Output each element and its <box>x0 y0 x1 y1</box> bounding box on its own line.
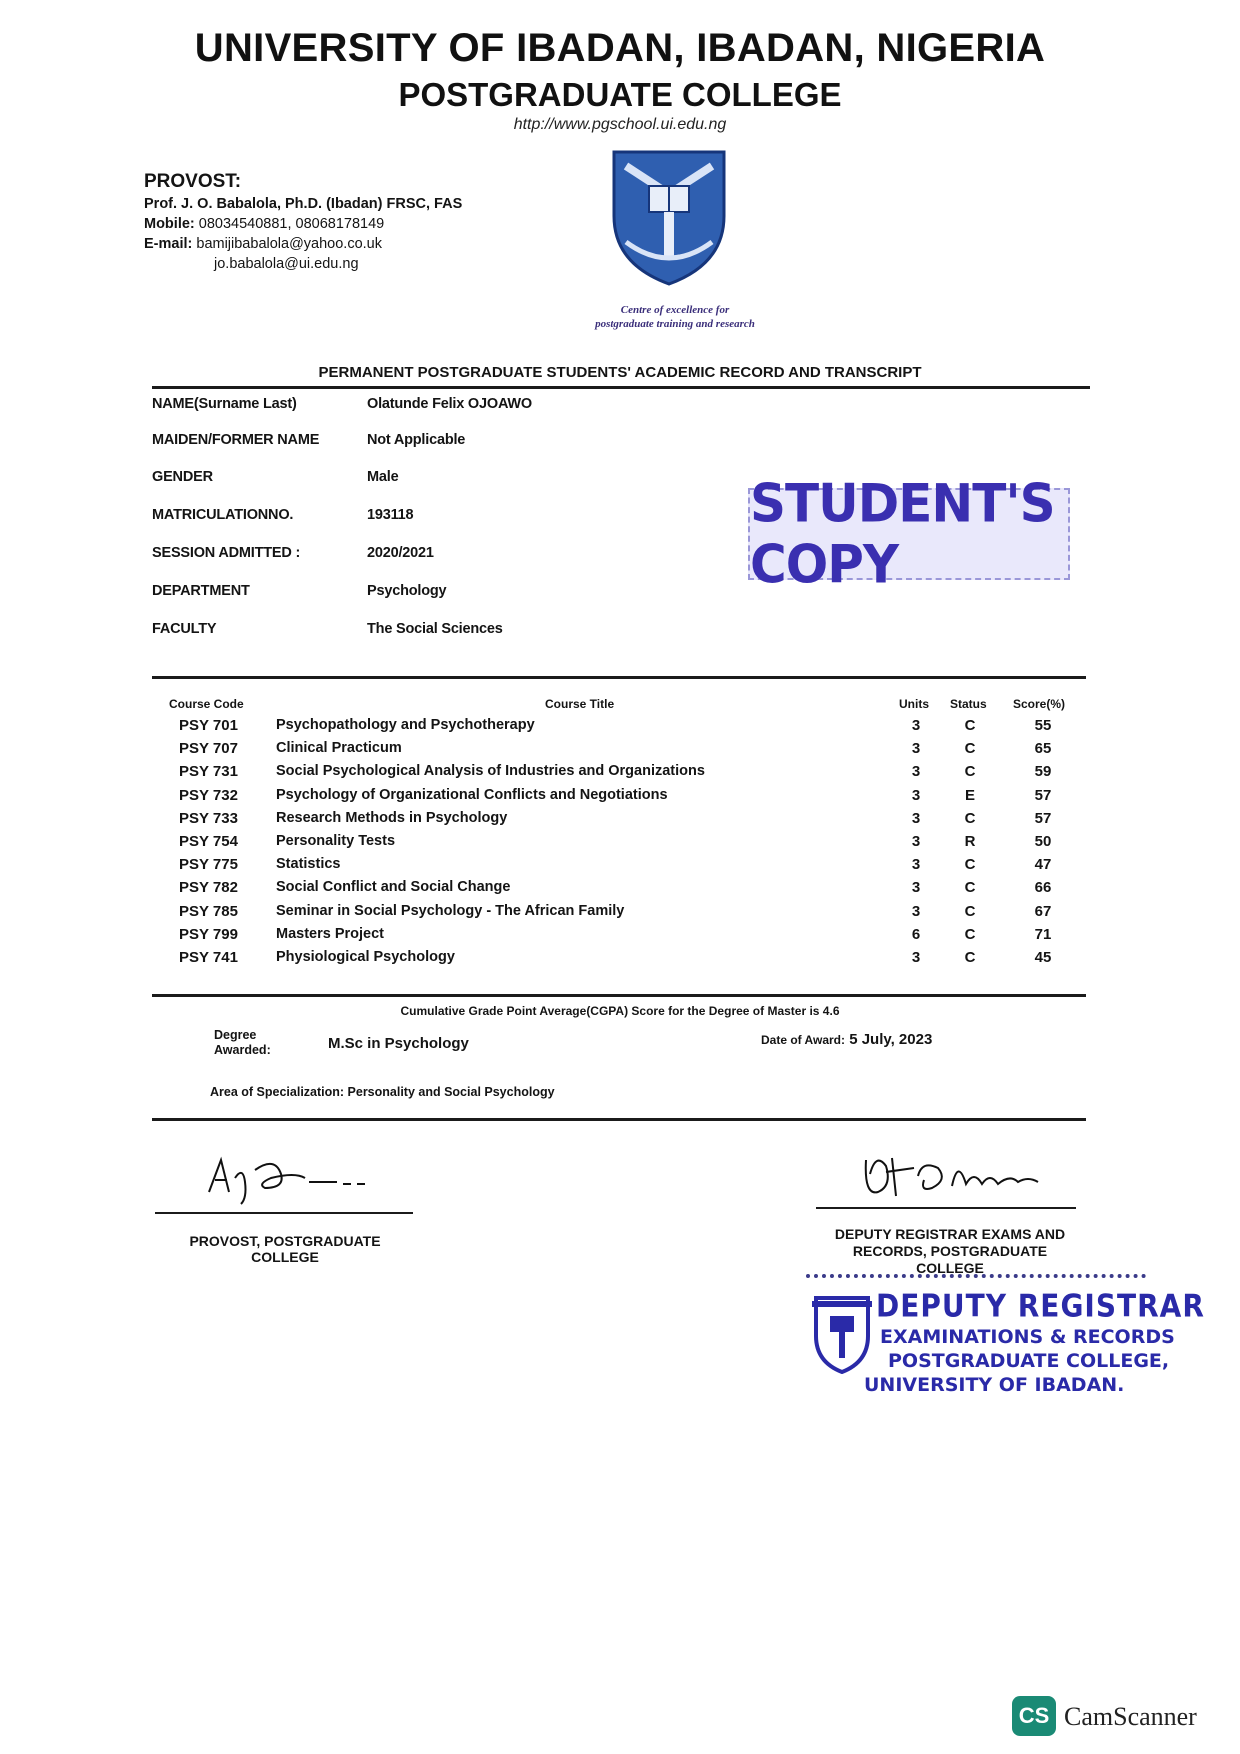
course-score: 66 <box>1034 879 1052 896</box>
course-code: PSY 785 <box>179 903 238 920</box>
table-row <box>0 740 1240 764</box>
course-status: C <box>964 717 976 734</box>
course-units: 3 <box>911 903 921 920</box>
stamp-line-title: DEPUTY REGISTRAR <box>876 1288 1205 1325</box>
stamp-line-university: UNIVERSITY OF IBADAN. <box>864 1374 1125 1396</box>
course-title: Statistics <box>276 856 341 872</box>
provost-signature-label: PROVOST, POSTGRADUATE COLLEGE <box>189 1233 381 1265</box>
course-status: C <box>964 856 976 873</box>
registrar-stamp <box>812 1288 1205 1398</box>
header-score: Score(%) <box>1013 697 1066 711</box>
course-units: 6 <box>911 926 921 943</box>
course-title: Psychopathology and Psychotherapy <box>276 717 535 733</box>
course-units: 3 <box>911 879 921 896</box>
table-row <box>0 926 1240 950</box>
course-score: 67 <box>1034 903 1052 920</box>
registrar-signature <box>862 1146 1058 1208</box>
course-status: C <box>964 810 976 827</box>
session-value: 2020/2021 <box>367 545 434 561</box>
area-of-specialization: Area of Specialization: Personality and Social Psychology <box>210 1085 555 1099</box>
course-title: Masters Project <box>276 926 384 942</box>
table-row <box>0 949 1240 973</box>
course-units: 3 <box>911 810 921 827</box>
provost-email-2: jo.babalola@ui.edu.ng <box>214 256 359 272</box>
table-row <box>0 787 1240 811</box>
course-code: PSY 754 <box>179 833 238 850</box>
course-score: 55 <box>1034 717 1052 734</box>
faculty-label: FACULTY <box>152 621 217 637</box>
matric-label: MATRICULATIONNO. <box>152 507 294 523</box>
website-url: http://www.pgschool.ui.edu.ng <box>513 116 727 133</box>
award-date: Date of Award: 5 July, 2023 <box>761 1031 933 1048</box>
stamp-line-office: EXAMINATIONS & RECORDS <box>880 1326 1175 1348</box>
degree-value: M.Sc in Psychology <box>328 1035 469 1052</box>
divider <box>152 1118 1086 1121</box>
course-title: Physiological Psychology <box>276 949 455 965</box>
course-code: PSY 799 <box>179 926 238 943</box>
course-title: Clinical Practicum <box>276 740 402 756</box>
course-title: Social Psychological Analysis of Industries and Organizations <box>276 763 705 779</box>
header-units: Units <box>899 697 929 711</box>
gender-label: GENDER <box>152 469 213 485</box>
students-copy-stamp <box>748 473 1070 595</box>
college-name: POSTGRADUATE COLLEGE <box>398 76 842 113</box>
signature-line <box>155 1212 413 1214</box>
course-code: PSY 741 <box>179 949 238 966</box>
table-row <box>0 717 1240 741</box>
course-code: PSY 701 <box>179 717 238 734</box>
stamp-text: STUDENT'S COPY <box>750 473 1055 595</box>
divider <box>152 676 1086 679</box>
course-units: 3 <box>911 787 921 804</box>
course-status: C <box>964 903 976 920</box>
record-title: PERMANENT POSTGRADUATE STUDENTS' ACADEMIC RECORD AND TRANSCRIPT <box>318 364 922 381</box>
course-title: Social Conflict and Social Change <box>276 879 511 895</box>
table-row <box>0 879 1240 903</box>
header-status: Status <box>950 697 987 711</box>
course-status: E <box>964 787 975 804</box>
course-units: 3 <box>911 856 921 873</box>
course-title: Research Methods in Psychology <box>276 810 508 826</box>
provost-signature <box>205 1148 375 1208</box>
course-status: C <box>964 879 976 896</box>
camscanner-logo-icon: CS <box>1012 1696 1056 1736</box>
registrar-signature-label: DEPUTY REGISTRAR EXAMS AND RECORDS, POSTGRADUATE COLLEGE <box>834 1226 1066 1276</box>
student-name: Olatunde Felix OJOAWO <box>367 396 532 412</box>
stamp-dotted-border <box>806 1274 1146 1278</box>
course-code: PSY 733 <box>179 810 238 827</box>
divider <box>152 386 1090 389</box>
course-units: 3 <box>911 833 921 850</box>
course-code: PSY 731 <box>179 763 238 780</box>
course-code: PSY 782 <box>179 879 238 896</box>
provost-mobile: Mobile: 08034540881, 08068178149 <box>144 216 385 232</box>
gender-value: Male <box>367 469 399 485</box>
matric-number: 193118 <box>367 507 414 523</box>
cgpa-statement: Cumulative Grade Point Average(CGPA) Score for the Degree of Master is 4.6 <box>400 1004 840 1018</box>
maiden-name-label: MAIDEN/FORMER NAME <box>152 432 320 448</box>
course-units: 3 <box>911 740 921 757</box>
course-status: C <box>964 740 976 757</box>
table-row <box>0 856 1240 880</box>
university-name: UNIVERSITY OF IBADAN, IBADAN, NIGERIA <box>194 26 1046 70</box>
course-score: 59 <box>1034 763 1052 780</box>
maiden-name: Not Applicable <box>367 432 466 448</box>
course-units: 3 <box>911 949 921 966</box>
department-value: Psychology <box>367 583 447 599</box>
table-row <box>0 810 1240 834</box>
table-row <box>0 833 1240 857</box>
course-score: 45 <box>1034 949 1052 966</box>
course-units: 3 <box>911 763 921 780</box>
course-status: C <box>964 949 976 966</box>
course-status: C <box>964 926 976 943</box>
provost-email: E-mail: bamijibabalola@yahoo.co.uk <box>144 236 382 252</box>
provost-name: Prof. J. O. Babalola, Ph.D. (Ibadan) FRSC, FAS <box>144 196 463 212</box>
course-score: 47 <box>1034 856 1052 873</box>
signature-line <box>816 1207 1076 1209</box>
course-status: R <box>964 833 976 850</box>
course-status: C <box>964 763 976 780</box>
course-score: 71 <box>1034 926 1052 943</box>
course-units: 3 <box>911 717 921 734</box>
course-title: Seminar in Social Psychology - The African Family <box>276 903 625 919</box>
header-course-code: Course Code <box>169 697 244 711</box>
registrar-seal-icon <box>812 1294 872 1374</box>
provost-heading: PROVOST: <box>144 171 242 192</box>
table-row <box>0 903 1240 927</box>
session-label: SESSION ADMITTED : <box>152 545 301 561</box>
table-row <box>0 763 1240 787</box>
name-label: NAME(Surname Last) <box>152 396 297 412</box>
course-score: 57 <box>1034 787 1052 804</box>
provost-block <box>144 170 462 274</box>
stamp-line-college: POSTGRADUATE COLLEGE, <box>888 1350 1170 1372</box>
course-score: 50 <box>1034 833 1052 850</box>
course-title: Psychology of Organizational Conflicts and Negotiations <box>276 787 668 803</box>
header-course-title: Course Title <box>545 697 615 711</box>
department-label: DEPARTMENT <box>152 583 250 599</box>
course-score: 57 <box>1034 810 1052 827</box>
course-title: Personality Tests <box>276 833 396 849</box>
divider <box>152 994 1086 997</box>
degree-label: Degree Awarded: <box>214 1028 271 1057</box>
faculty-value: The Social Sciences <box>367 621 503 637</box>
course-code: PSY 732 <box>179 787 238 804</box>
course-code: PSY 707 <box>179 740 238 757</box>
course-score: 65 <box>1034 740 1052 757</box>
university-crest-icon <box>606 146 732 288</box>
camscanner-watermark: CamScanner <box>1064 1702 1197 1731</box>
crest-motto: Centre of excellence for postgraduate training and research <box>595 304 755 330</box>
course-code: PSY 775 <box>179 856 238 873</box>
